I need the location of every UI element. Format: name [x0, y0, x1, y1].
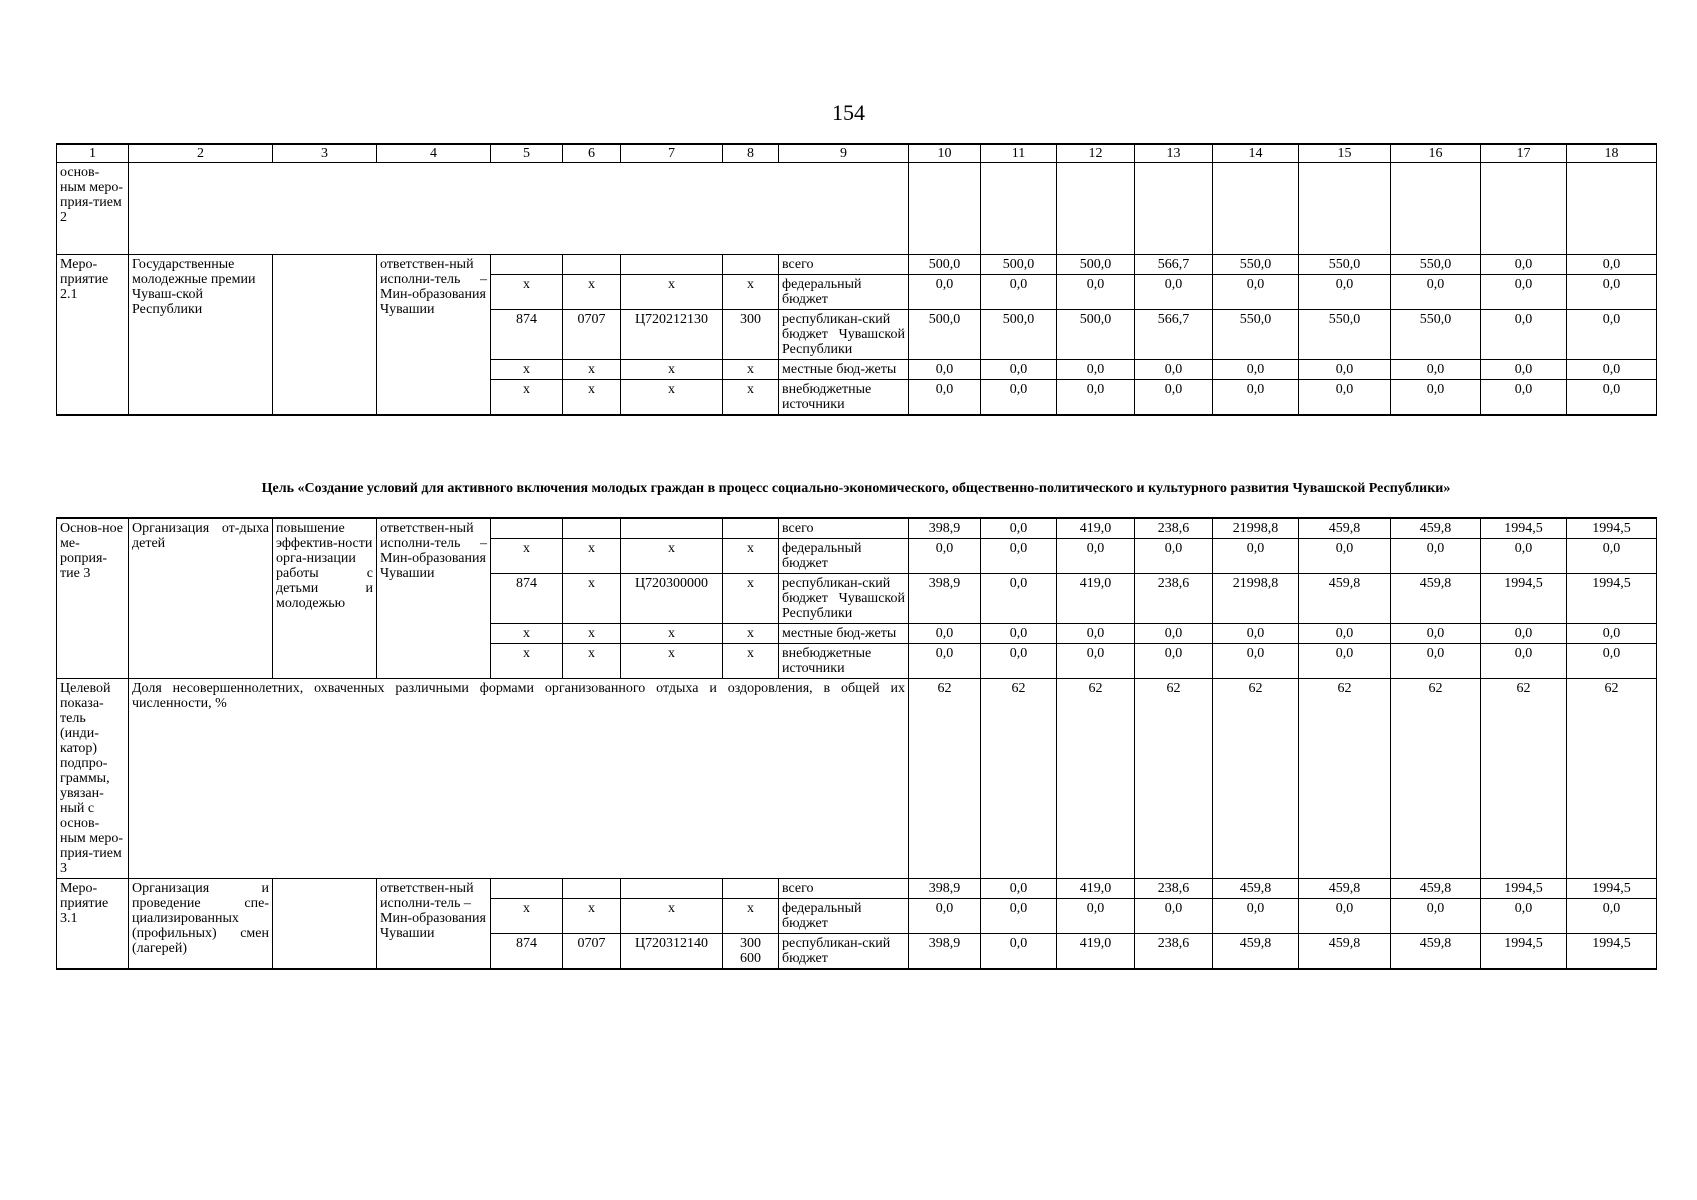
budget-code-grbs: x [491, 360, 563, 380]
column-header: 1 [57, 144, 129, 163]
table-row [57, 879, 1657, 899]
value-cell: 0,0 [981, 360, 1057, 380]
value-cell: 0,0 [909, 380, 981, 416]
value-cell: 0,0 [1213, 539, 1299, 574]
value-cell: 0,0 [981, 518, 1057, 539]
value-cell: 459,8 [1391, 574, 1481, 624]
value-cell: 398,9 [909, 574, 981, 624]
value-cell: 0,0 [1481, 360, 1567, 380]
value-cell: 0,0 [1299, 380, 1391, 416]
event-goal [273, 879, 377, 970]
funding-source: местные бюд-жеты [779, 624, 909, 644]
value-cell: 550,0 [1391, 310, 1481, 360]
value-cell: 238,6 [1135, 574, 1213, 624]
table-row [57, 255, 1657, 275]
value-cell: 0,0 [981, 934, 1057, 970]
column-header: 9 [779, 144, 909, 163]
value-cell: 238,6 [1135, 879, 1213, 899]
event-executor: ответствен-ный исполни-тель – Мин-образования Чувашии [377, 255, 491, 416]
value-cell: 0,0 [981, 275, 1057, 310]
empty-cell [1135, 163, 1213, 255]
budget-code-expense: x [723, 360, 779, 380]
value-cell: 0,0 [1299, 899, 1391, 934]
value-cell: 0,0 [1567, 275, 1657, 310]
budget-code-grbs [491, 879, 563, 899]
budget-code-expense: x [723, 539, 779, 574]
indicator-value: 62 [981, 679, 1057, 879]
empty-cell [909, 163, 981, 255]
value-cell: 0,0 [1057, 360, 1135, 380]
column-header: 5 [491, 144, 563, 163]
value-cell: 398,9 [909, 518, 981, 539]
budget-table-bottom [56, 517, 1657, 970]
funding-source: республикан-ский бюджет [779, 934, 909, 970]
funding-source: местные бюд-жеты [779, 360, 909, 380]
value-cell: 550,0 [1299, 255, 1391, 275]
value-cell: 0,0 [1567, 539, 1657, 574]
value-cell: 550,0 [1391, 255, 1481, 275]
value-cell: 0,0 [1481, 275, 1567, 310]
value-cell: 1994,5 [1481, 574, 1567, 624]
value-cell: 0,0 [1567, 644, 1657, 679]
column-header: 14 [1213, 144, 1299, 163]
value-cell: 419,0 [1057, 574, 1135, 624]
value-cell: 566,7 [1135, 310, 1213, 360]
value-cell: 0,0 [1213, 360, 1299, 380]
value-cell: 500,0 [1057, 310, 1135, 360]
indicator-value: 62 [1567, 679, 1657, 879]
budget-code-grbs: 874 [491, 574, 563, 624]
event-goal [273, 255, 377, 416]
budget-code-section [563, 879, 621, 899]
column-header: 3 [273, 144, 377, 163]
budget-code-section: x [563, 360, 621, 380]
budget-code-expense: x [723, 624, 779, 644]
value-cell: 550,0 [1213, 255, 1299, 275]
value-cell: 419,0 [1057, 934, 1135, 970]
value-cell: 0,0 [1481, 255, 1567, 275]
value-cell: 0,0 [1213, 275, 1299, 310]
value-cell: 0,0 [1057, 380, 1135, 416]
goal-heading: Цель «Создание условий для активного включения молодых граждан в процесс социально-экономического, общественно-политического и культурного развития Чувашской Республики» [261, 481, 1451, 496]
value-cell: 0,0 [1391, 380, 1481, 416]
event-code: Меро-приятие 2.1 [57, 255, 129, 416]
value-cell: 398,9 [909, 879, 981, 899]
value-cell: 419,0 [1057, 518, 1135, 539]
value-cell: 566,7 [1135, 255, 1213, 275]
budget-code-target: Ц720212130 [621, 310, 723, 360]
funding-source: всего [779, 879, 909, 899]
budget-code-expense: x [723, 574, 779, 624]
value-cell: 0,0 [1213, 380, 1299, 416]
budget-code-target: x [621, 899, 723, 934]
value-cell: 0,0 [1299, 624, 1391, 644]
event-executor: ответствен-ный исполни-тель – Мин-образования Чувашии [377, 879, 491, 970]
budget-table-top [56, 143, 1657, 416]
indicator-value: 62 [1391, 679, 1481, 879]
value-cell: 0,0 [1135, 275, 1213, 310]
budget-code-expense: x [723, 899, 779, 934]
value-cell: 459,8 [1299, 518, 1391, 539]
budget-code-section: 0707 [563, 310, 621, 360]
value-cell: 0,0 [1135, 624, 1213, 644]
value-cell: 0,0 [1299, 360, 1391, 380]
value-cell: 0,0 [1567, 899, 1657, 934]
budget-code-expense: x [723, 644, 779, 679]
table-row [57, 518, 1657, 539]
budget-code-section: x [563, 539, 621, 574]
value-cell: 0,0 [1391, 360, 1481, 380]
budget-code-target [621, 255, 723, 275]
budget-code-grbs: x [491, 624, 563, 644]
funding-source: республикан-ский бюджет Чувашской Республики [779, 310, 909, 360]
column-header: 17 [1481, 144, 1567, 163]
value-cell: 550,0 [1213, 310, 1299, 360]
column-header: 12 [1057, 144, 1135, 163]
budget-code-grbs [491, 255, 563, 275]
budget-code-grbs: 874 [491, 934, 563, 970]
value-cell: 0,0 [1299, 539, 1391, 574]
value-cell: 0,0 [1299, 275, 1391, 310]
indicator-value: 62 [909, 679, 981, 879]
budget-code-grbs: x [491, 539, 563, 574]
value-cell: 1994,5 [1567, 574, 1657, 624]
value-cell: 459,8 [1391, 934, 1481, 970]
value-cell: 21998,8 [1213, 518, 1299, 539]
value-cell: 1994,5 [1481, 879, 1567, 899]
value-cell: 0,0 [1481, 539, 1567, 574]
page-number: 154 [832, 100, 865, 125]
budget-code-target: x [621, 539, 723, 574]
budget-code-expense [723, 255, 779, 275]
funding-source: республикан-ский бюджет Чувашской Республики [779, 574, 909, 624]
budget-code-grbs: x [491, 644, 563, 679]
empty-cell [1213, 163, 1299, 255]
value-cell: 0,0 [909, 624, 981, 644]
budget-code-expense: 300 600 [723, 934, 779, 970]
empty-cell [1567, 163, 1657, 255]
value-cell: 0,0 [981, 574, 1057, 624]
value-cell: 0,0 [1057, 624, 1135, 644]
funding-source: всего [779, 518, 909, 539]
column-header: 4 [377, 144, 491, 163]
value-cell: 0,0 [1481, 644, 1567, 679]
value-cell: 0,0 [1567, 360, 1657, 380]
value-cell: 0,0 [981, 380, 1057, 416]
column-header: 13 [1135, 144, 1213, 163]
funding-source: федеральный бюджет [779, 275, 909, 310]
main-event-name: Организация от-дыха детей [129, 518, 273, 679]
value-cell: 0,0 [1391, 275, 1481, 310]
indicator-value: 62 [1213, 679, 1299, 879]
column-header-row [57, 144, 1657, 163]
value-cell: 0,0 [1213, 644, 1299, 679]
main-event-code: Основ-ное ме-роприя-тие 3 [57, 518, 129, 679]
budget-code-expense: x [723, 380, 779, 416]
budget-code-grbs: x [491, 275, 563, 310]
value-cell: 459,8 [1299, 879, 1391, 899]
value-cell: 500,0 [981, 255, 1057, 275]
budget-code-section: x [563, 380, 621, 416]
budget-code-section: x [563, 644, 621, 679]
value-cell: 0,0 [1057, 539, 1135, 574]
value-cell: 0,0 [1213, 899, 1299, 934]
value-cell: 0,0 [1135, 539, 1213, 574]
value-cell: 238,6 [1135, 518, 1213, 539]
budget-code-target: x [621, 360, 723, 380]
value-cell: 0,0 [1391, 644, 1481, 679]
value-cell: 0,0 [1391, 624, 1481, 644]
budget-code-section: x [563, 574, 621, 624]
column-header: 11 [981, 144, 1057, 163]
continuation-row [57, 163, 1657, 255]
value-cell: 0,0 [1213, 624, 1299, 644]
value-cell: 0,0 [1481, 310, 1567, 360]
empty-cell [1057, 163, 1135, 255]
indicator-value: 62 [1135, 679, 1213, 879]
funding-source: всего [779, 255, 909, 275]
column-header: 6 [563, 144, 621, 163]
value-cell: 0,0 [1567, 255, 1657, 275]
value-cell: 0,0 [909, 899, 981, 934]
funding-source: федеральный бюджет [779, 899, 909, 934]
budget-code-expense: 300 [723, 310, 779, 360]
value-cell: 500,0 [909, 310, 981, 360]
value-cell: 1994,5 [1481, 934, 1567, 970]
value-cell: 0,0 [1567, 380, 1657, 416]
empty-cell [1391, 163, 1481, 255]
column-header: 2 [129, 144, 273, 163]
budget-code-target: x [621, 624, 723, 644]
value-cell: 0,0 [1481, 899, 1567, 934]
budget-code-section [563, 518, 621, 539]
indicator-value: 62 [1299, 679, 1391, 879]
indicator-row [57, 679, 1657, 879]
value-cell: 21998,8 [1213, 574, 1299, 624]
value-cell: 500,0 [909, 255, 981, 275]
value-cell: 500,0 [1057, 255, 1135, 275]
value-cell: 0,0 [1135, 360, 1213, 380]
value-cell: 1994,5 [1567, 879, 1657, 899]
budget-code-expense [723, 879, 779, 899]
value-cell: 1994,5 [1567, 934, 1657, 970]
budget-code-expense: x [723, 275, 779, 310]
budget-code-section: 0707 [563, 934, 621, 970]
empty-cell [1299, 163, 1391, 255]
budget-code-target: Ц720312140 [621, 934, 723, 970]
value-cell: 0,0 [909, 539, 981, 574]
value-cell: 0,0 [909, 644, 981, 679]
budget-code-grbs: x [491, 899, 563, 934]
value-cell: 459,8 [1299, 574, 1391, 624]
value-cell: 0,0 [981, 644, 1057, 679]
value-cell: 0,0 [981, 624, 1057, 644]
value-cell: 0,0 [1135, 644, 1213, 679]
value-cell: 419,0 [1057, 879, 1135, 899]
column-header: 10 [909, 144, 981, 163]
value-cell: 0,0 [909, 360, 981, 380]
funding-source: федеральный бюджет [779, 539, 909, 574]
value-cell: 0,0 [909, 275, 981, 310]
event-name: Государственные молодежные премии Чуваш-ской Республики [129, 255, 273, 416]
value-cell: 0,0 [1481, 380, 1567, 416]
value-cell: 550,0 [1299, 310, 1391, 360]
value-cell: 0,0 [1057, 899, 1135, 934]
main-event-executor: ответствен-ный исполни-тель – Мин-образования Чувашии [377, 518, 491, 679]
event-code: Меро-приятие 3.1 [57, 879, 129, 970]
budget-code-target: x [621, 380, 723, 416]
continuation-label: основ-ным меро-прия-тием 2 [57, 163, 129, 255]
value-cell: 0,0 [1135, 380, 1213, 416]
value-cell: 459,8 [1391, 518, 1481, 539]
budget-code-grbs: x [491, 380, 563, 416]
value-cell: 0,0 [1391, 539, 1481, 574]
main-event-goal: повышение эффектив-ности орга-низации работы с детьми и молодежью [273, 518, 377, 679]
budget-code-grbs [491, 518, 563, 539]
indicator-value: 62 [1057, 679, 1135, 879]
value-cell: 0,0 [1135, 899, 1213, 934]
value-cell: 0,0 [1567, 310, 1657, 360]
column-header: 18 [1567, 144, 1657, 163]
funding-source: внебюджетные источники [779, 644, 909, 679]
indicator-text: Доля несовершеннолетних, охваченных различными формами организованного отдыха и оздоровления, в общей их численности, % [129, 679, 909, 879]
column-header: 15 [1299, 144, 1391, 163]
budget-code-target [621, 518, 723, 539]
value-cell: 0,0 [1481, 624, 1567, 644]
empty-cell [981, 163, 1057, 255]
indicator-value: 62 [1481, 679, 1567, 879]
value-cell: 0,0 [981, 539, 1057, 574]
value-cell: 500,0 [981, 310, 1057, 360]
budget-code-section: x [563, 899, 621, 934]
budget-code-target: x [621, 644, 723, 679]
value-cell: 0,0 [1057, 644, 1135, 679]
value-cell: 0,0 [1299, 644, 1391, 679]
empty-cell [1481, 163, 1567, 255]
budget-code-section: x [563, 275, 621, 310]
column-header: 16 [1391, 144, 1481, 163]
value-cell: 0,0 [1057, 275, 1135, 310]
value-cell: 0,0 [981, 879, 1057, 899]
budget-code-target [621, 879, 723, 899]
budget-code-target: x [621, 275, 723, 310]
budget-code-section: x [563, 624, 621, 644]
value-cell: 0,0 [1391, 899, 1481, 934]
value-cell: 1994,5 [1481, 518, 1567, 539]
value-cell: 1994,5 [1567, 518, 1657, 539]
value-cell: 459,8 [1213, 934, 1299, 970]
indicator-label: Целевой показа-тель (инди-катор) подпро-граммы, увязан-ный с основ-ным меро-прия-тием 3 [57, 679, 129, 879]
value-cell: 459,8 [1391, 879, 1481, 899]
budget-code-expense [723, 518, 779, 539]
value-cell: 238,6 [1135, 934, 1213, 970]
funding-source: внебюджетные источники [779, 380, 909, 416]
value-cell: 459,8 [1213, 879, 1299, 899]
event-name: Организация и проведение спе-циализированных (профильных) смен (лагерей) [129, 879, 273, 970]
value-cell: 459,8 [1299, 934, 1391, 970]
budget-code-target: Ц720300000 [621, 574, 723, 624]
budget-code-grbs: 874 [491, 310, 563, 360]
value-cell: 398,9 [909, 934, 981, 970]
empty-cell [129, 163, 909, 255]
value-cell: 0,0 [1567, 624, 1657, 644]
budget-code-section [563, 255, 621, 275]
column-header: 8 [723, 144, 779, 163]
column-header: 7 [621, 144, 723, 163]
value-cell: 0,0 [981, 899, 1057, 934]
